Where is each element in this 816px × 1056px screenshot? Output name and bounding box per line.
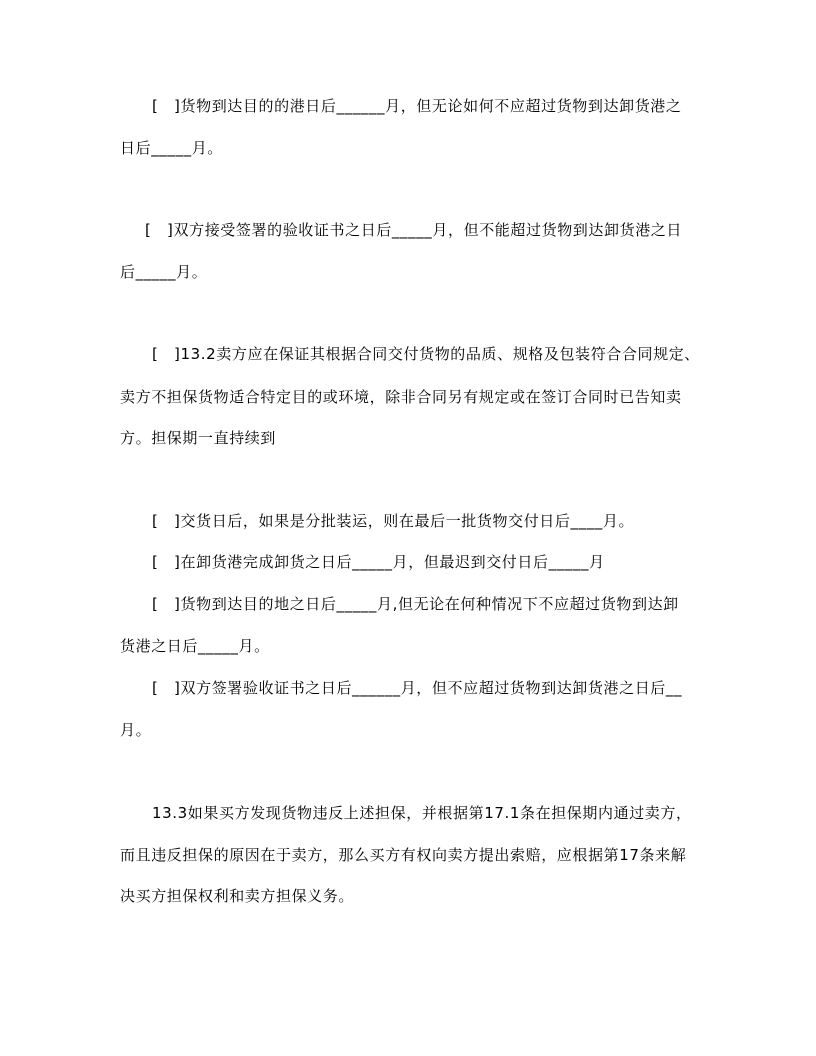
- warranty-period-option: [ ]在卸货港完成卸货之日后_____月，但最迟到交付日后_____月: [152, 553, 605, 571]
- warranty-option-line: 后_____月。: [120, 263, 208, 281]
- clause-13-2-line: [ ]13.2卖方应在保证其根据合同交付货物的品质、规格及包装符合合同规定、: [152, 345, 700, 363]
- clause-13-2-line: 卖方不担保货物适合特定目的或环境，除非合同另有规定或在签订合同时已告知卖: [120, 388, 682, 406]
- clause-13-3-line: 13.3如果买方发现货物违反上述担保，并根据第17.1条在担保期内通过卖方，: [152, 804, 692, 822]
- warranty-period-option: 货港之日后_____月。: [120, 637, 270, 655]
- warranty-period-option: [ ]双方签署验收证书之日后______月，但不应超过货物到达卸货港之日后__: [152, 679, 683, 697]
- warranty-option-line: [ ]双方接受签署的验收证书之日后_____月，但不能超过货物到达卸货港之日: [145, 221, 683, 239]
- clause-13-2-line: 方。担保期一直持续到: [120, 429, 277, 447]
- warranty-option-line: [ ]货物到达目的的港日后______月，但无论如何不应超过货物到达卸货港之: [152, 97, 682, 115]
- clause-13-3-line: 决买方担保权利和卖方担保义务。: [120, 887, 355, 905]
- warranty-period-option: 月。: [120, 721, 152, 739]
- warranty-period-option: [ ]货物到达目的地之日后_____月,但无论在何种情况下不应超过货物到达卸: [152, 595, 679, 613]
- warranty-period-option: [ ]交货日后，如果是分批装运，则在最后一批货物交付日后____月。: [152, 512, 635, 530]
- clause-13-3-line: 而且违反担保的原因在于卖方，那么买方有权向卖方提出索赔，应根据第17条来解: [120, 846, 687, 864]
- warranty-option-line: 日后_____月。: [120, 139, 223, 157]
